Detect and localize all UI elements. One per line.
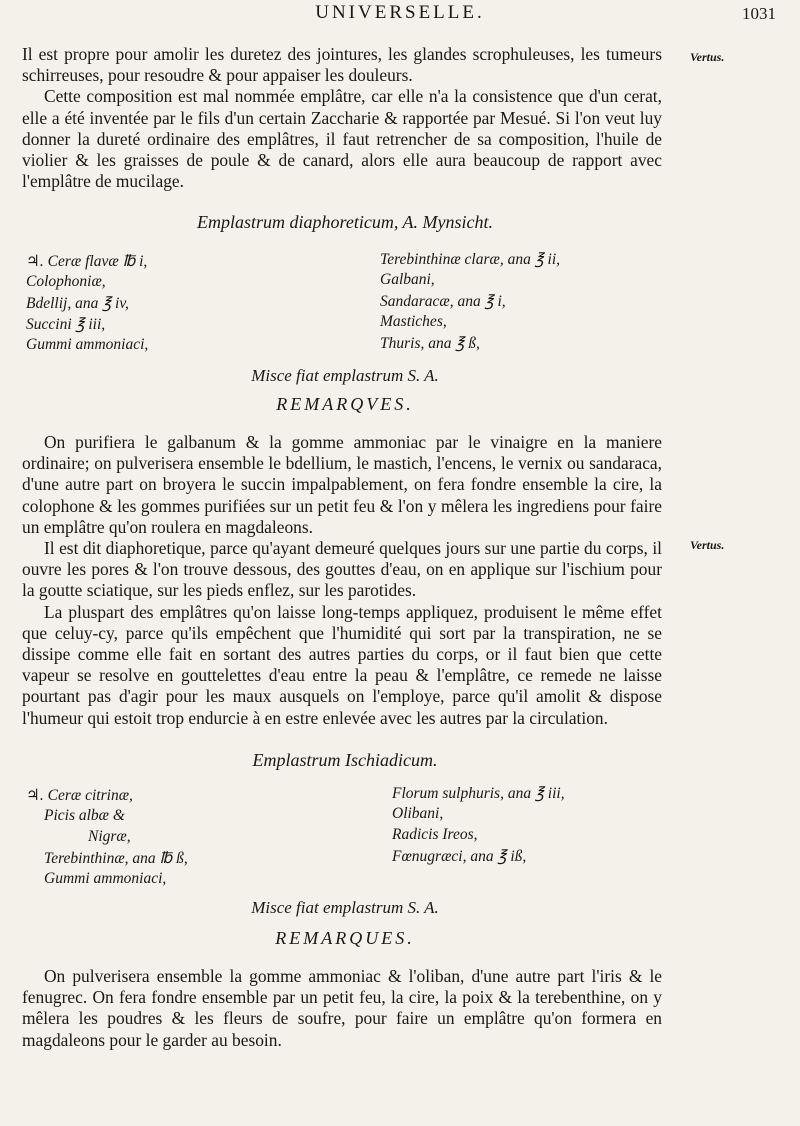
intro-paragraph-2: Cette composition est mal nommée emplâtre, car elle n'a la consistence que d'un cerat, elle a été inventée par le fils d'un certain Zaccharie & rapportée par Mesué. Si l'on veut luy donner la dureté ordinaire des emplâtres, il faut retrencher de sa composition, l'huile de violier & les graisses de poule & de canard, alors elle aura beaucoup de rapport avec l'emplâtre de mucilage.	[22, 86, 662, 192]
recipe2-ingredient: Gummi ammoniaci,	[44, 870, 167, 887]
recipe1-remarks	[22, 432, 662, 729]
recipe2-paragraph-1: On pulverisera ensemble la gomme ammoniac & l'oliban, d'une autre part l'iris & le fenugrec. On fera fondre ensemble par un petit feu, la cire, la poix & la terebenthine, on y mêlera les poudres & les fleurs de soufre, pour faire un emplâtre qu'on formera en magdaleons pour le garder au besoin.	[22, 966, 662, 1050]
recipe1-ingredient: Gummi ammoniaci,	[26, 336, 149, 353]
recipe1-ingredient: Thuris, ana ℥ ß,	[380, 335, 480, 352]
recipe1-misce: Misce fiat emplastrum S. A.	[251, 366, 439, 385]
recipe2-ingredient: ♃. Ceræ citrinæ,	[26, 787, 133, 804]
recipe2-remarks	[22, 966, 662, 1051]
recipe2-ingredient: Fœnugræci, ana ℥ iß,	[392, 848, 527, 865]
margin-note-vertus-top: Vertus.	[690, 50, 725, 64]
recipe1-ingredient: Succini ℥ iii,	[26, 316, 106, 333]
intro-paragraph-1: Il est propre pour amolir les duretez des jointures, les glandes scrophuleuses, les tumeurs schirreuses, pour resoudre & pour appaiser les douleurs.	[22, 44, 662, 86]
recipe1-ingredient: Sandaracæ, ana ℥ i,	[380, 293, 506, 310]
recipe1-ingredient: Colophoniæ,	[26, 273, 106, 290]
recipe2-title: Emplastrum Ischiadicum.	[252, 750, 438, 770]
page-number: 1031	[742, 4, 776, 23]
recipe1-ingredient: Terebinthinæ claræ, ana ℥ ii,	[380, 251, 561, 268]
recipe2-remarques-heading: REMARQUES.	[275, 928, 415, 948]
recipe2-ingredient: Picis albæ &	[44, 807, 125, 824]
recipe1-paragraph-2: Il est dit diaphoretique, parce qu'ayant demeuré quelques jours sur une partie du corps, il ouvre les pores & l'on trouve dessous, des gouttes d'eau, on en applique sur l'ischium pour la goutte sciatique, sur les pieds enflez, sur les parotides.	[22, 538, 662, 601]
recipe1-ingredient: ♃. Ceræ flavæ ℔ i,	[26, 253, 148, 270]
recipe2-ingredient: Radicis Ireos,	[392, 826, 478, 843]
recipe2-ingredient: Terebinthinæ, ana ℔ ß,	[44, 850, 188, 867]
running-header: UNIVERSELLE.	[315, 2, 485, 23]
recipe1-ingredient: Bdellij, ana ℥ iv,	[26, 295, 129, 312]
recipe1-remarques-heading: REMARQVES.	[276, 394, 414, 414]
recipe2-ingredient: Olibani,	[392, 805, 444, 822]
recipe2-misce: Misce fiat emplastrum S. A.	[251, 898, 439, 917]
recipe1-paragraph-3: La pluspart des emplâtres qu'on laisse long-temps appliquez, produisent le même effet que celuy-cy, parce qu'ils empêchent que l'humidité qui sort par la transpiration, ne se dissipe comme elle fait en sortant des autres parties du corps, or il faut bien que cette vapeur se resolve en gouttelettes d'eau entre la peau & l'emplâtre, ce remede ne laisse pourtant pas d'agir pour les maux ausquels on l'employe, parce qu'il amolit & dispose l'humeur qui estoit trop endurcie à en estre enlevée avec les autres par la circulation.	[22, 601, 662, 728]
recipe2-ingredient: Florum sulphuris, ana ℥ iii,	[392, 785, 565, 802]
recipe1-ingredient: Mastiches,	[380, 313, 447, 330]
recipe1-title: Emplastrum diaphoreticum, A. Mynsicht.	[197, 212, 493, 232]
margin-note-vertus-middle: Vertus.	[690, 538, 725, 552]
intro-text	[22, 44, 662, 192]
recipe1-ingredient: Galbani,	[380, 271, 435, 288]
recipe2-ingredient: Nigræ,	[88, 828, 131, 845]
recipe1-paragraph-1: On purifiera le galbanum & la gomme ammoniac par le vinaigre en la maniere ordinaire; on pulverisera ensemble le bdellium, le mastich, l'encens, le vernix ou sandaraca, d'une autre part on broyera le succin impalpablement, on fera fondre ensemble la cire, la colophone & les gommes purifiées sur un petit feu & l'on y mêlera les ingrediens pour faire un emplâtre qu'on roulera en magdaleons.	[22, 432, 662, 537]
